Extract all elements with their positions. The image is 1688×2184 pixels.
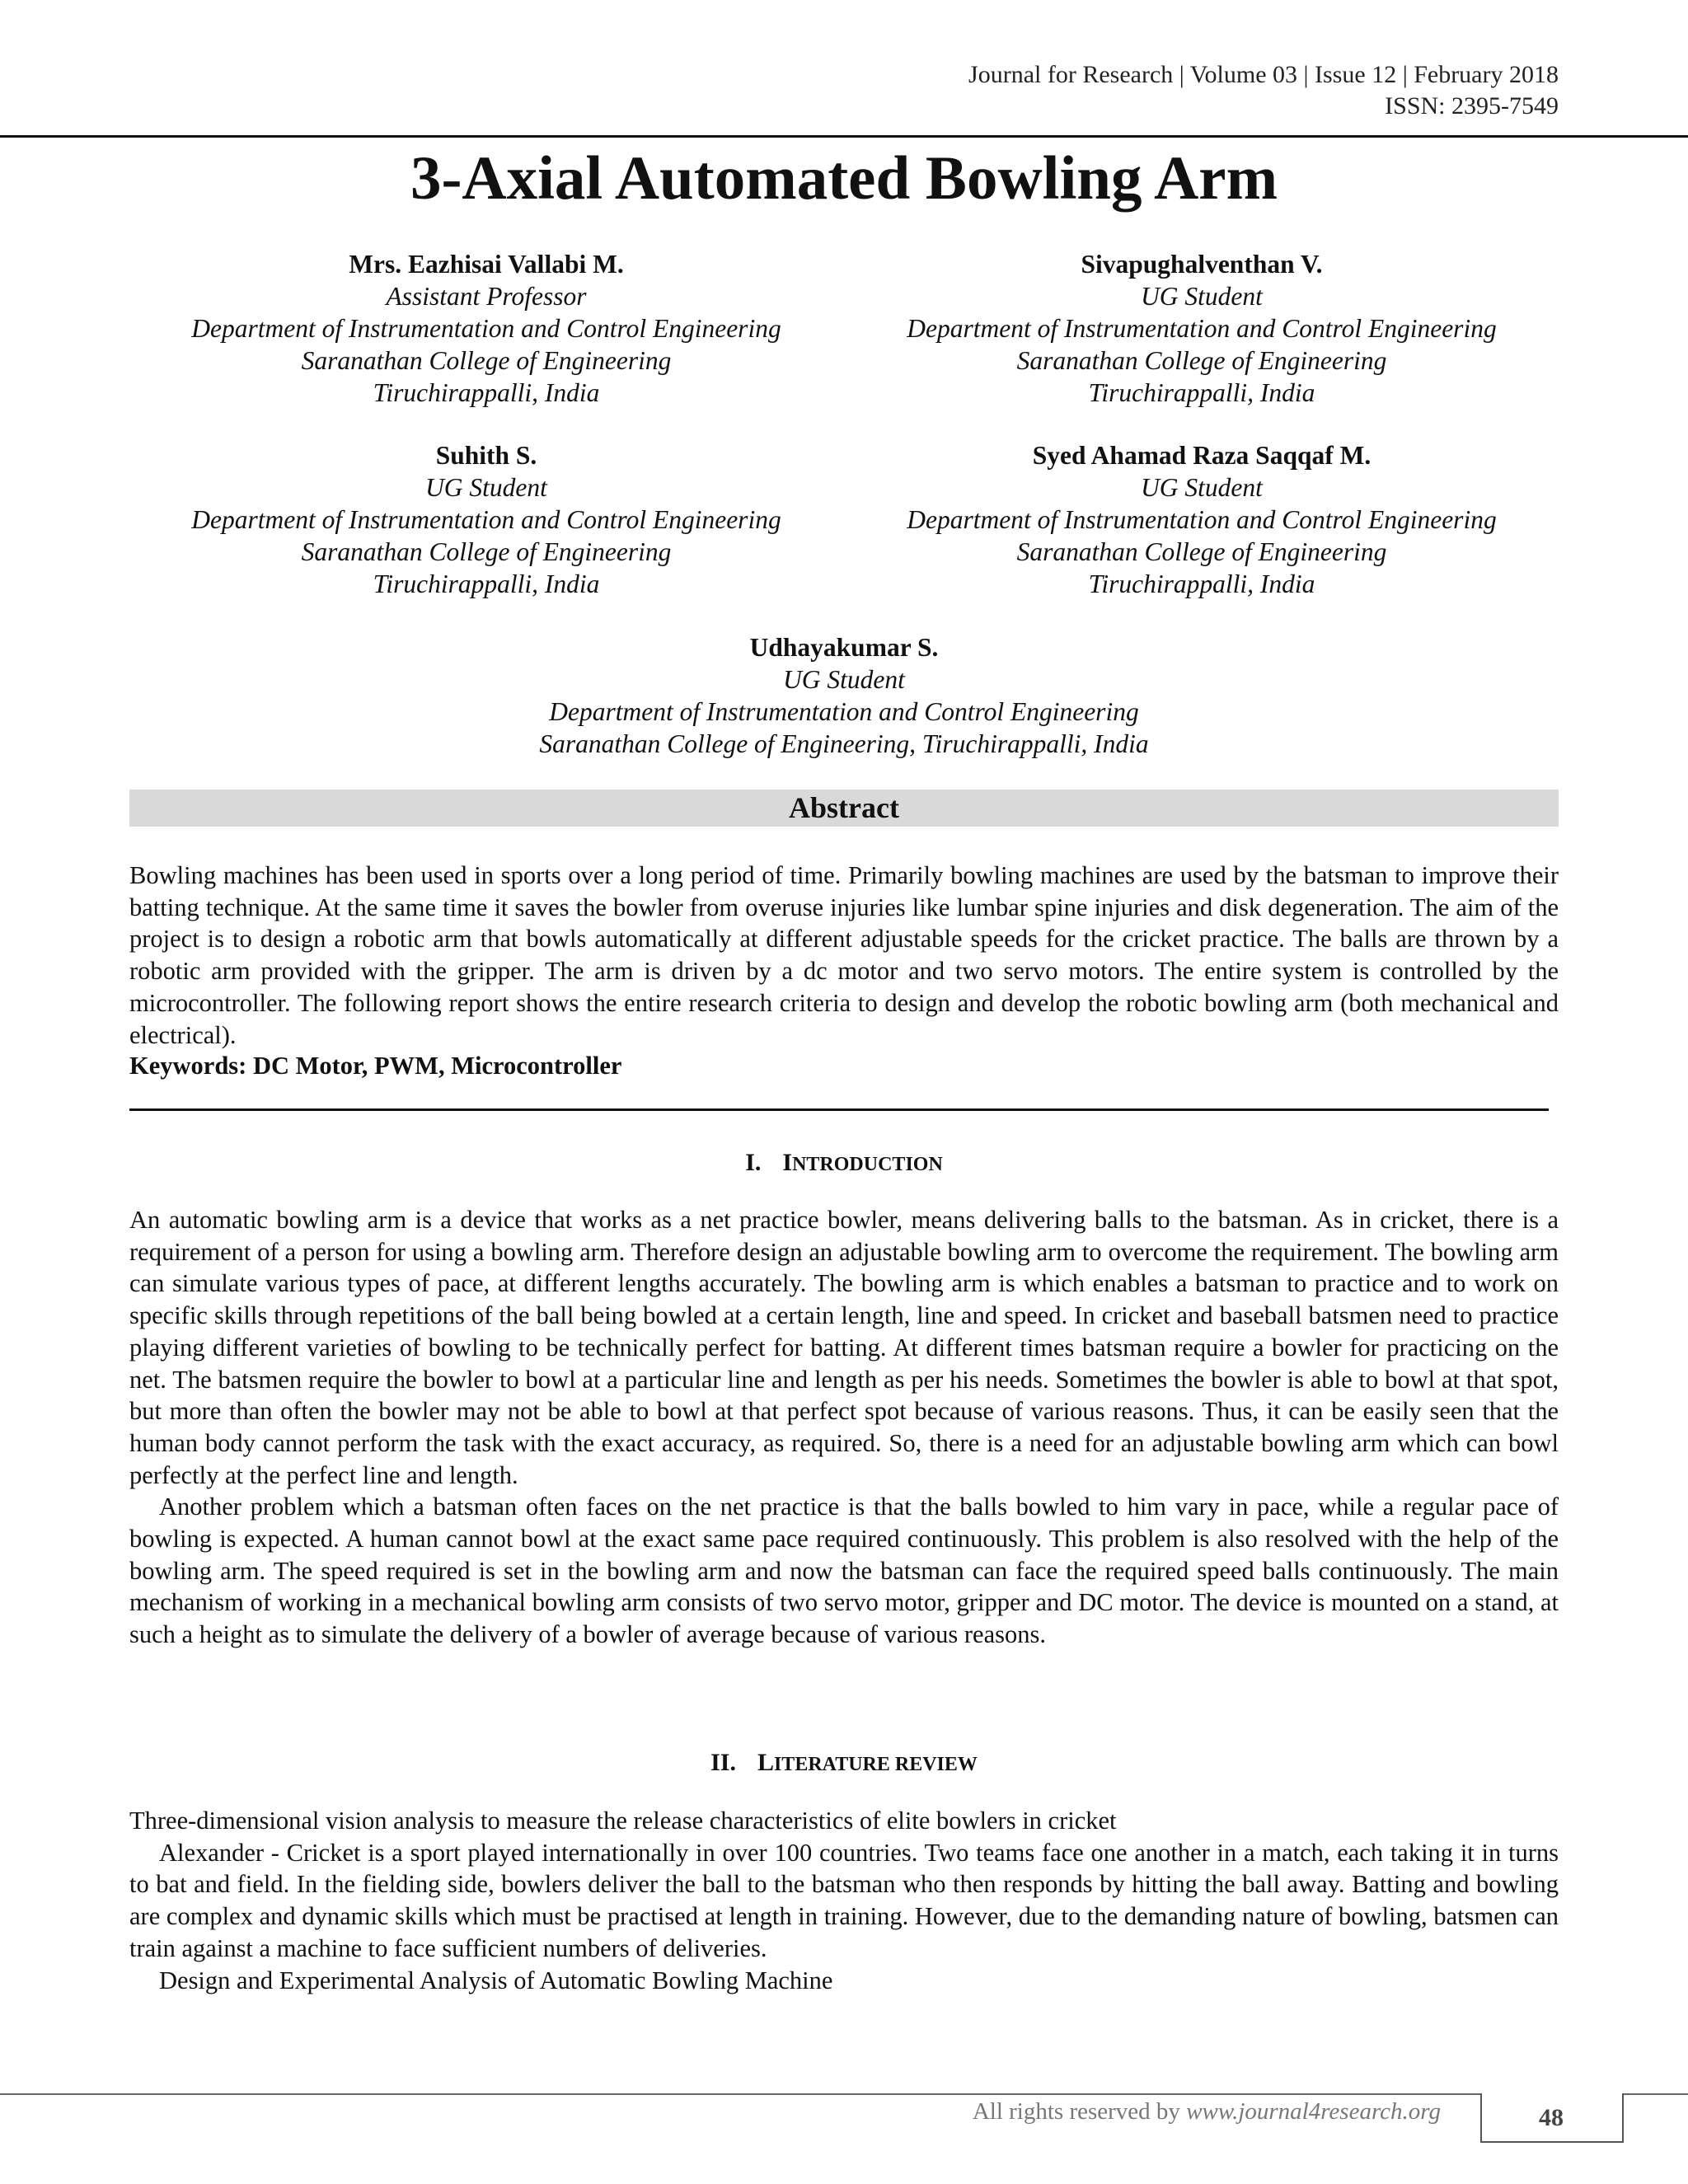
author-name: Mrs. Eazhisai Vallabi M. (349, 250, 624, 279)
author-role: UG Student (783, 665, 905, 694)
header-rule (0, 135, 1688, 138)
author-role: UG Student (1141, 473, 1263, 502)
author-college: Saranathan College of Engineering (301, 346, 672, 375)
section-title-initial: I (782, 1149, 793, 1176)
rights-text: All rights reserved by (972, 2098, 1187, 2125)
author-college: Saranathan College of Engineering, Tiruchirappalli, India (539, 729, 1149, 758)
author-dept: Department of Instrumentation and Control Engineering (549, 697, 1139, 726)
footer-rights (824, 2098, 1441, 2125)
author-role: UG Student (1141, 282, 1263, 311)
paragraph: Another problem which a batsman often faces on the net practice is that the balls bowled to him vary in pace, while a regular pace of bowling is expected. A human cannot bowl at the exact same pace required continuously. This problem is also resolved with the help of the bowling arm. The speed required is set in the bowling arm and now the batsman can face the required speed balls continuously. The main mechanism of working in a mechanical bowling arm consists of two servo motor, gripper and DC motor. The device is mounted on a stand, at such a height as to simulate the delivery of a bowler of average because of various reasons. (129, 1493, 1559, 1649)
paragraph: Design and Experimental Analysis of Automatic Bowling Machine (159, 1966, 833, 1994)
author-location: Tiruchirappalli, India (373, 378, 600, 407)
paper-title: 3-Axial Automated Bowling Arm (410, 144, 1278, 213)
author-dept: Department of Instrumentation and Control Engineering (191, 505, 781, 534)
paragraph: Alexander - Cricket is a sport played internationally in over 100 countries. Two teams face one another in a match, each taking it in turns to bat and field. In the fielding side, bowlers deliver the ball to the batsman who then responds by hitting the ball away. Batting and bowling are complex and dynamic skills which must be practised at length in training. However, due to the demanding nature of bowling, batsmen can train against a machine to face sufficient numbers of deliveries. (129, 1838, 1559, 1962)
author-college: Saranathan College of Engineering (1016, 537, 1387, 566)
author-block (129, 631, 1559, 760)
section-heading-literature-review (0, 1747, 1688, 1780)
author-name: Sivapughalventhan V. (1081, 250, 1323, 279)
abstract-paragraph: Bowling machines has been used in sports over a long period of time. Primarily bowling machines are used by the batsman to improve their batting technique. At the same time it saves the bowler from overuse injuries like lumbar spine injuries and disk degeneration. The aim of the project is to design a robotic arm that bowls automatically at different adjustable speeds for the cricket practice. The balls are thrown by a robotic arm provided with the gripper. The arm is driven by a dc motor and two servo motors. The entire system is controlled by the microcontroller. The following report shows the entire research criteria to design and develop the robotic bowling arm (both mechanical and electrical). (129, 861, 1559, 1049)
author-dept: Department of Instrumentation and Control Engineering (907, 314, 1497, 343)
author-name: Syed Ahamad Raza Saqqaf M. (1032, 441, 1372, 470)
keywords: Keywords: DC Motor, PWM, Microcontroller (129, 1052, 622, 1080)
author-college: Saranathan College of Engineering (1016, 346, 1387, 375)
website-link[interactable]: www.journal4research.org (1186, 2098, 1441, 2125)
author-name: Suhith S. (435, 441, 537, 470)
abstract-text (129, 860, 1559, 1051)
section-title-rest: NTRODUCTION (792, 1154, 943, 1175)
author-location: Tiruchirappalli, India (1088, 569, 1315, 598)
author-block (129, 248, 843, 409)
abstract-separator (129, 1108, 1549, 1111)
author-name: Udhayakumar S. (749, 633, 939, 662)
author-role: UG Student (425, 473, 547, 502)
author-block (129, 439, 843, 600)
section-number: II. (710, 1749, 736, 1776)
introduction-body (129, 1204, 1559, 1651)
paragraph: An automatic bowling arm is a device that works as a net practice bowler, means delivering balls to the batsman. As in cricket, there is a requirement of a person for using a bowling arm. Therefore design an adjustable bowling arm to overcome the requirement. The bowling arm can simulate various types of pace, at different lengths accurately. The bowling arm is which enables a batsman to practice and to work on specific skills through repetitions of the ball being bowled at a certain length, line and speed. In cricket and baseball batsmen need to practice playing different varieties of bowling to be technically perfect for batting. At different times batsman require a bowler for practicing on the net. The batsmen require the bowler to bowl at a particular line and length as per his needs. Sometimes the bowler is able to bowl at that spot, but more than often the bowler may not be able to bowl at that perfect spot because of various reasons. Thus, it can be easily seen that the human body cannot perform the task with the exact accuracy, as required. So, there is a need for an adjustable bowling arm which can bowl perfectly at the perfect line and length. (129, 1206, 1559, 1489)
author-dept: Department of Instrumentation and Control Engineering (191, 314, 781, 343)
author-block (845, 439, 1559, 600)
issn-label: ISSN: 2395-7549 (1385, 92, 1559, 120)
section-number: I. (745, 1149, 762, 1176)
author-location: Tiruchirappalli, India (1088, 378, 1315, 407)
author-dept: Department of Instrumentation and Control Engineering (907, 505, 1497, 534)
literature-review-body (129, 1805, 1559, 1996)
section-title-rest: ITERATURE REVIEW (773, 1754, 978, 1775)
author-location: Tiruchirappalli, India (373, 569, 600, 598)
abstract-heading: Abstract (789, 791, 899, 824)
author-role: Assistant Professor (386, 282, 587, 311)
paragraph: Three-dimensional vision analysis to measure the release characteristics of elite bowlers in cricket (129, 1807, 1117, 1835)
section-title-initial: L (757, 1749, 774, 1776)
page-number: 48 (1539, 2104, 1564, 2131)
journal-header: Journal for Research | Volume 03 | Issue 12 | February 2018 (968, 61, 1559, 88)
footer-rule (0, 2093, 1480, 2095)
author-college: Saranathan College of Engineering (301, 537, 672, 566)
section-heading-introduction (0, 1147, 1688, 1180)
author-block (845, 248, 1559, 409)
footer-rule (1624, 2093, 1688, 2095)
